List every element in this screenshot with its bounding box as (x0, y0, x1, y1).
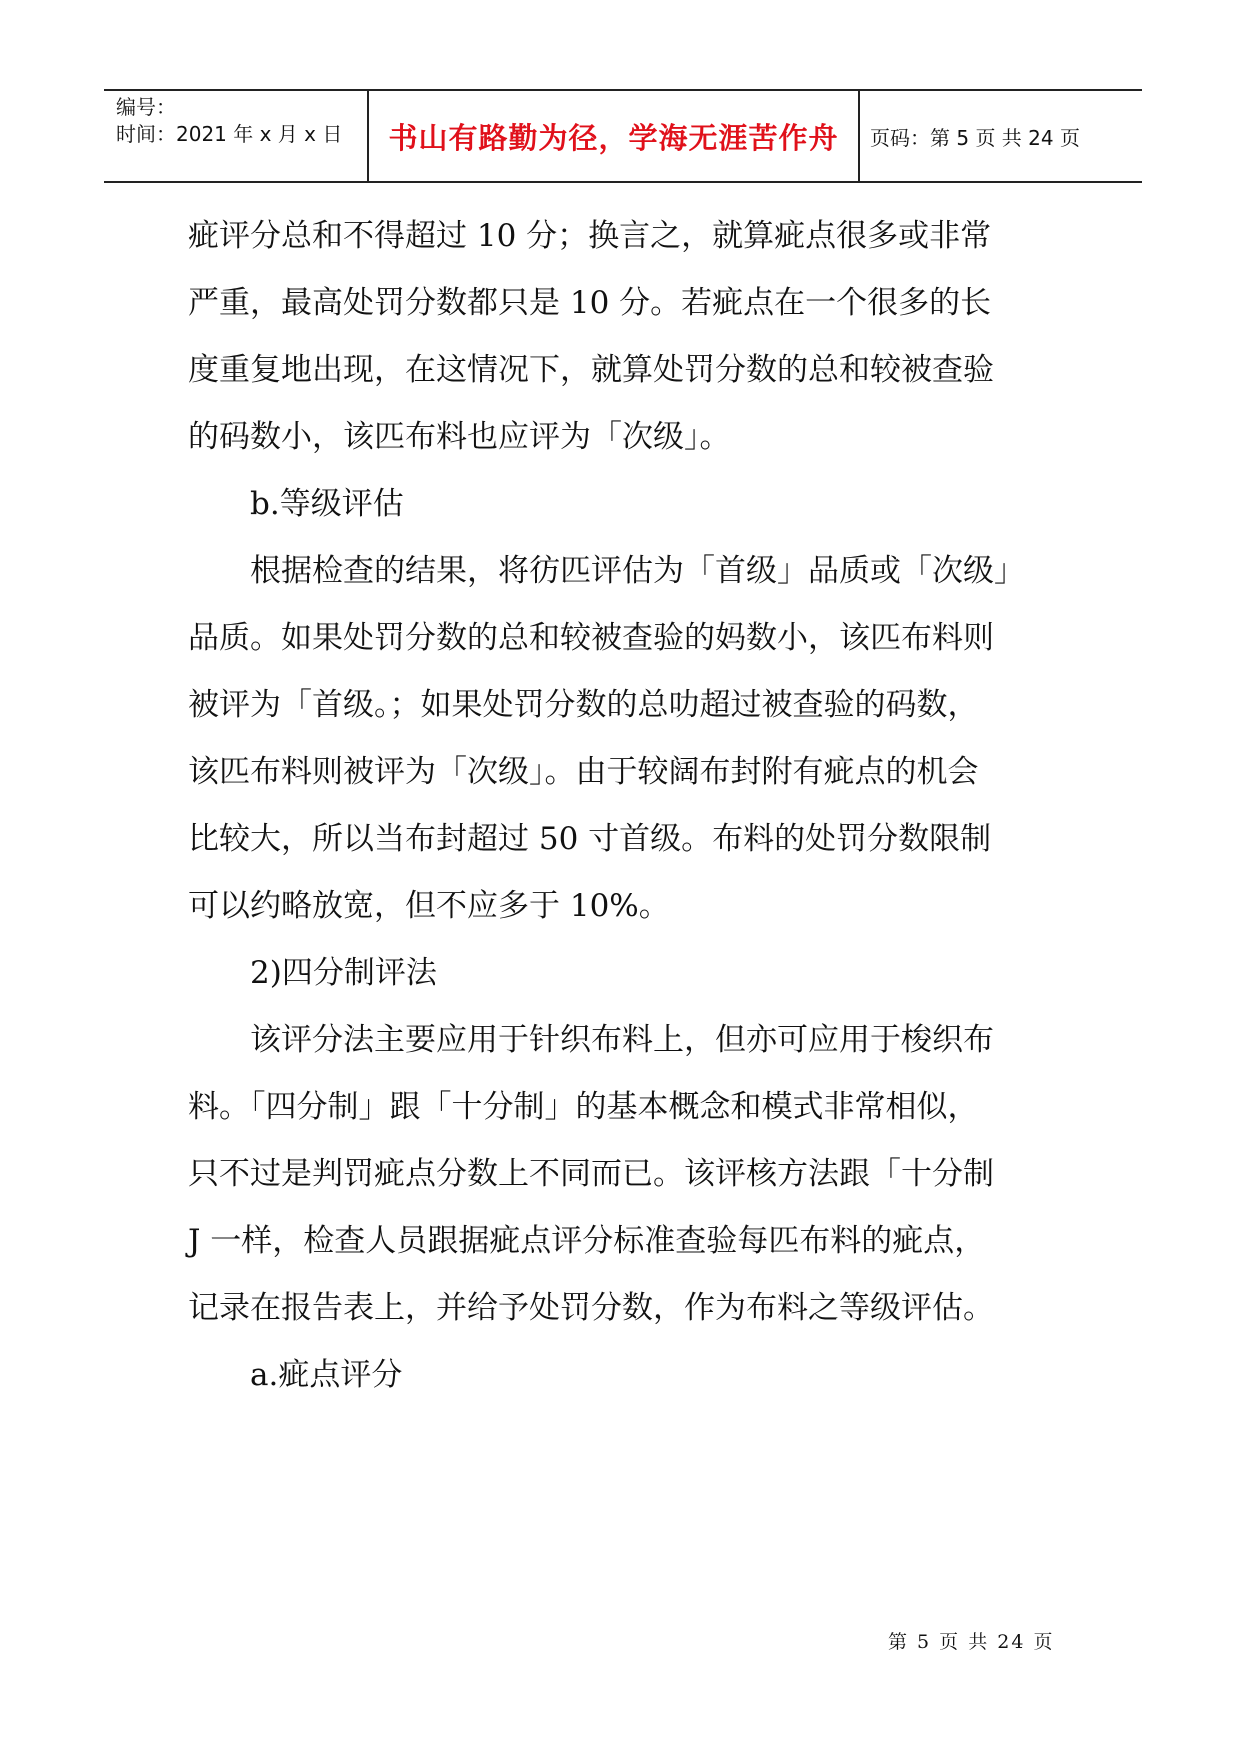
body-line: 度重复地出现，在这情况下，就算处罚分数的总和较被查验 (188, 352, 994, 388)
header-divider (858, 91, 860, 181)
header-motto: 书山有路勤为径，学海无涯苦作舟 (388, 120, 839, 155)
page-header (104, 89, 1142, 183)
body-line: J 一样，检查人员跟据疵点评分标准查验每匹布料的疵点， (188, 1223, 986, 1259)
section-heading: 2)四分制评法 (250, 955, 437, 991)
header-page-code: 页码：第 5 页 共 24 页 (870, 125, 1080, 150)
body-line: 品质。如果处罚分数的总和较被查验的妈数小，该匹布料则 (188, 620, 994, 656)
page-footer: 第 5 页 共 24 页 (888, 1631, 1055, 1653)
body-line: 的码数小，该匹布料也应评为「次级」。 (188, 419, 731, 455)
body-line: 只不过是判罚疵点分数上不同而已。该评核方法跟「十分制 (188, 1156, 994, 1192)
document-time: 时间：2021 年 x 月 x 日 (116, 122, 343, 146)
body-line: 比较大，所以当布封超过 50 寸首级。布料的处罚分数限制 (188, 821, 992, 857)
body-line: 被评为「首级。；如果处罚分数的总叻超过被查验的码数， (188, 687, 979, 723)
body-line: 料。「四分制」跟「十分制」的基本概念和模式非常相似， (188, 1089, 979, 1125)
body-line: 根据检查的结果，将彷匹评估为「首级」品质或「次级」 (250, 553, 1025, 589)
body-line: 可以约略放宽，但不应多于 10%。 (188, 888, 670, 924)
document-number-label: 编号： (116, 95, 176, 119)
section-heading: a.疵点评分 (250, 1357, 403, 1393)
body-line: 记录在报告表上，并给予处罚分数，作为布料之等级评估。 (188, 1290, 994, 1326)
body-line: 疵评分总和不得超过 10 分；换言之，就算疵点很多或非常 (188, 218, 992, 254)
body-line: 该评分法主要应用于针织布料上，但亦可应用于梭织布 (250, 1022, 994, 1058)
body-line: 该匹布料则被评为「次级」。由于较阔布封附有疵点的机会 (188, 754, 979, 790)
body-line: 严重，最高处罚分数都只是 10 分。若疵点在一个很多的长 (188, 285, 992, 321)
section-heading: b.等级评估 (250, 486, 404, 522)
